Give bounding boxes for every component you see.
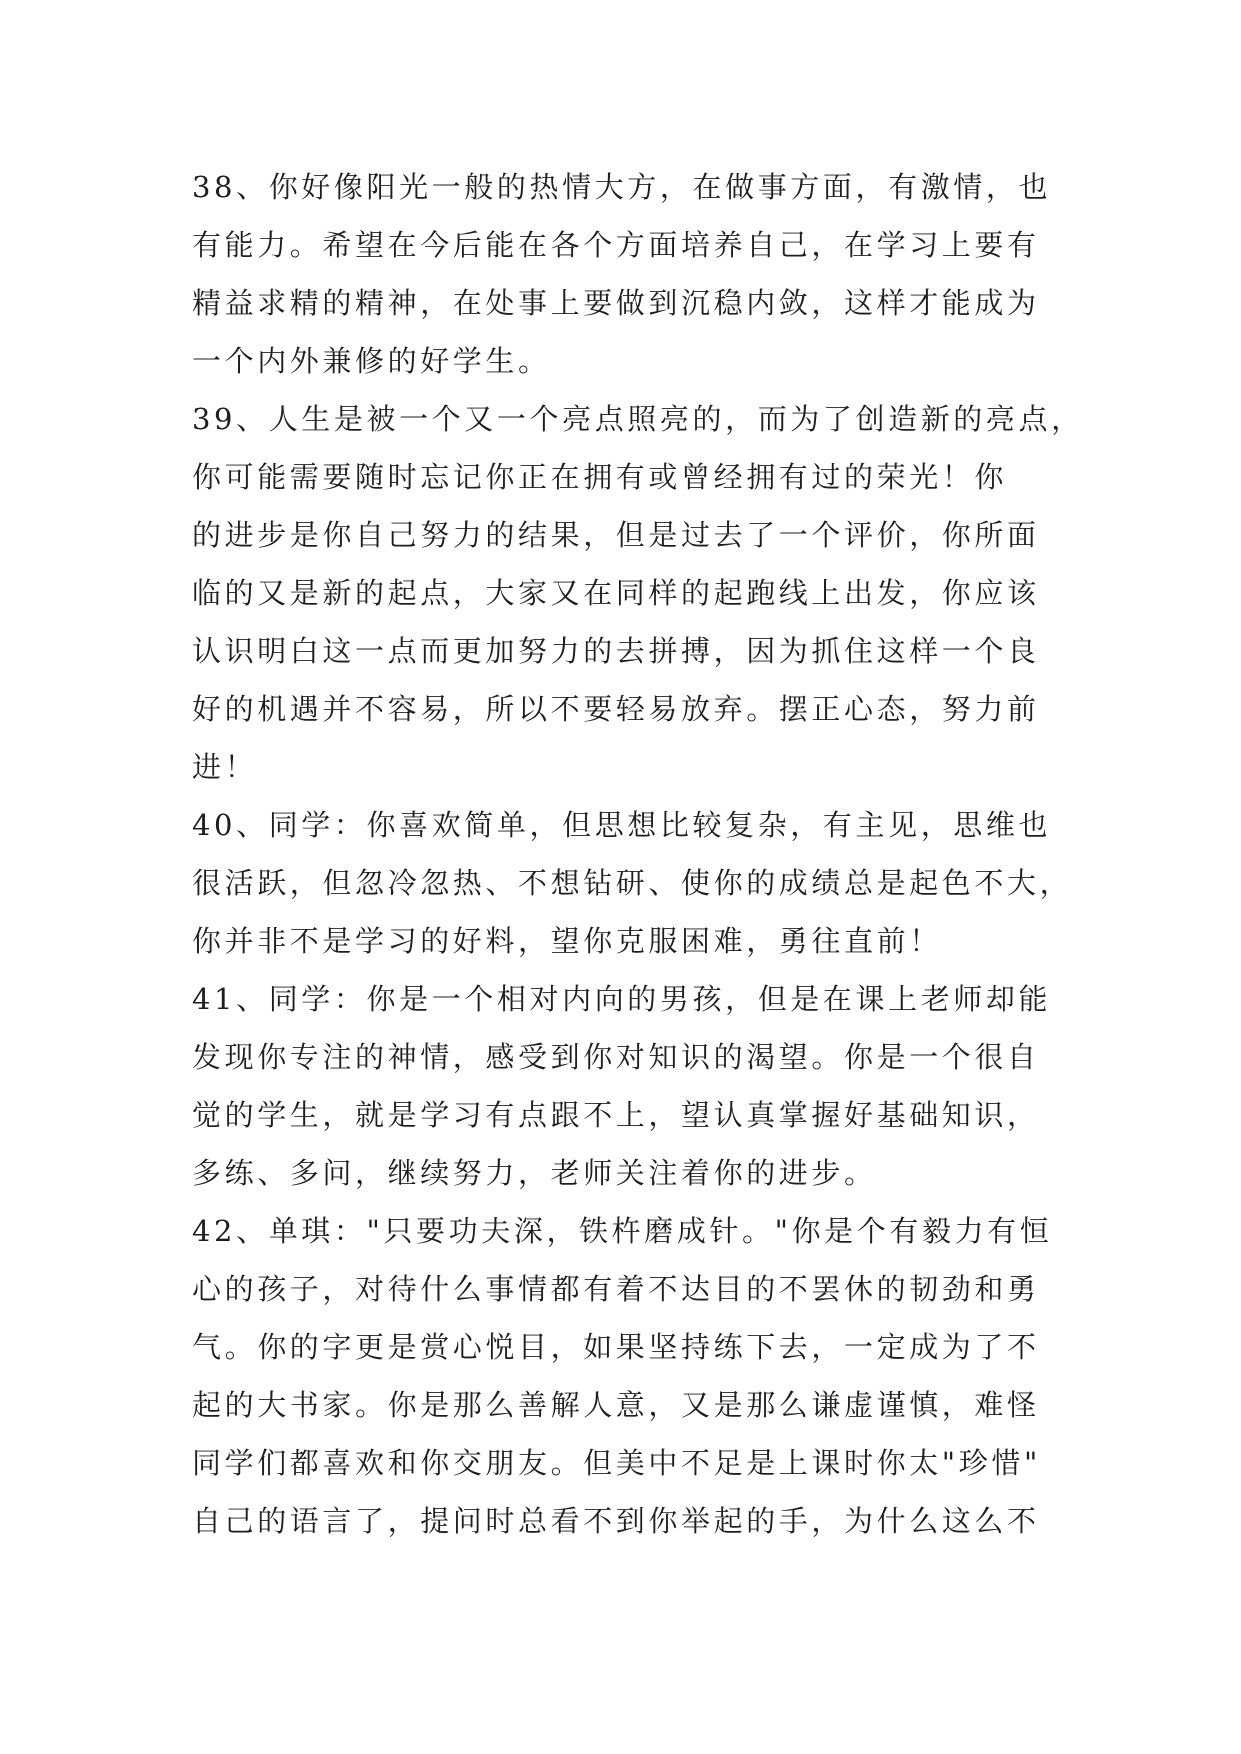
text-line: 心的孩子，对待什么事情都有着不达目的不罢休的韧劲和勇 [192, 1272, 1040, 1306]
text-line: 发现你专注的神情，感受到你对知识的渴望。你是一个很自 [192, 1040, 1040, 1074]
text-line: 40、同学：你喜欢简单，但思想比较复杂，有主见，思维也 [192, 808, 1052, 842]
body-text [192, 158, 1084, 1550]
text-line: 39、人生是被一个又一个亮点照亮的，而为了创造新的亮点， [192, 402, 1084, 436]
text-line: 自己的语言了，提问时总看不到你举起的手，为什么这么不 [192, 1504, 1040, 1538]
text-line: 起的大书家。你是那么善解人意，又是那么谦虚谨慎，难怪 [192, 1388, 1040, 1422]
text-line: 42、单琪："只要功夫深，铁杵磨成针。"你是个有毅力有恒 [192, 1214, 1053, 1248]
text-line: 38、你好像阳光一般的热情大方，在做事方面，有激情，也 [192, 170, 1052, 204]
text-line: 气。你的字更是赏心悦目，如果坚持练下去，一定成为了不 [192, 1330, 1040, 1364]
text-line: 很活跃，但忽冷忽热、不想钻研、使你的成绩总是起色不大， [192, 866, 1073, 900]
text-line: 觉的学生，就是学习有点跟不上，望认真掌握好基础知识， [192, 1098, 1040, 1132]
text-line: 你可能需要随时忘记你正在拥有或曾经拥有过的荣光！你 [192, 460, 1008, 494]
text-line: 同学们都喜欢和你交朋友。但美中不足是上课时你太"珍惜" [192, 1446, 1041, 1480]
text-line: 临的又是新的起点，大家又在同样的起跑线上出发，你应该 [192, 576, 1040, 610]
text-line: 有能力。希望在今后能在各个方面培养自己，在学习上要有 [192, 228, 1040, 262]
text-line: 精益求精的精神，在处事上要做到沉稳内敛，这样才能成为 [192, 286, 1040, 320]
text-line: 认识明白这一点而更加努力的去拼搏，因为抓住这样一个良 [192, 634, 1040, 668]
text-line: 41、同学：你是一个相对内向的男孩，但是在课上老师却能 [192, 982, 1052, 1016]
text-line: 你并非不是学习的好料，望你克服困难，勇往直前！ [192, 924, 942, 958]
text-line: 多练、多问，继续努力，老师关注着你的进步。 [192, 1156, 877, 1190]
text-line: 好的机遇并不容易，所以不要轻易放弃。摆正心态，努力前 [192, 692, 1040, 726]
text-line: 一个内外兼修的好学生。 [192, 344, 551, 378]
text-line: 的进步是你自己努力的结果，但是过去了一个评价，你所面 [192, 518, 1040, 552]
text-line: 进！ [192, 750, 258, 784]
